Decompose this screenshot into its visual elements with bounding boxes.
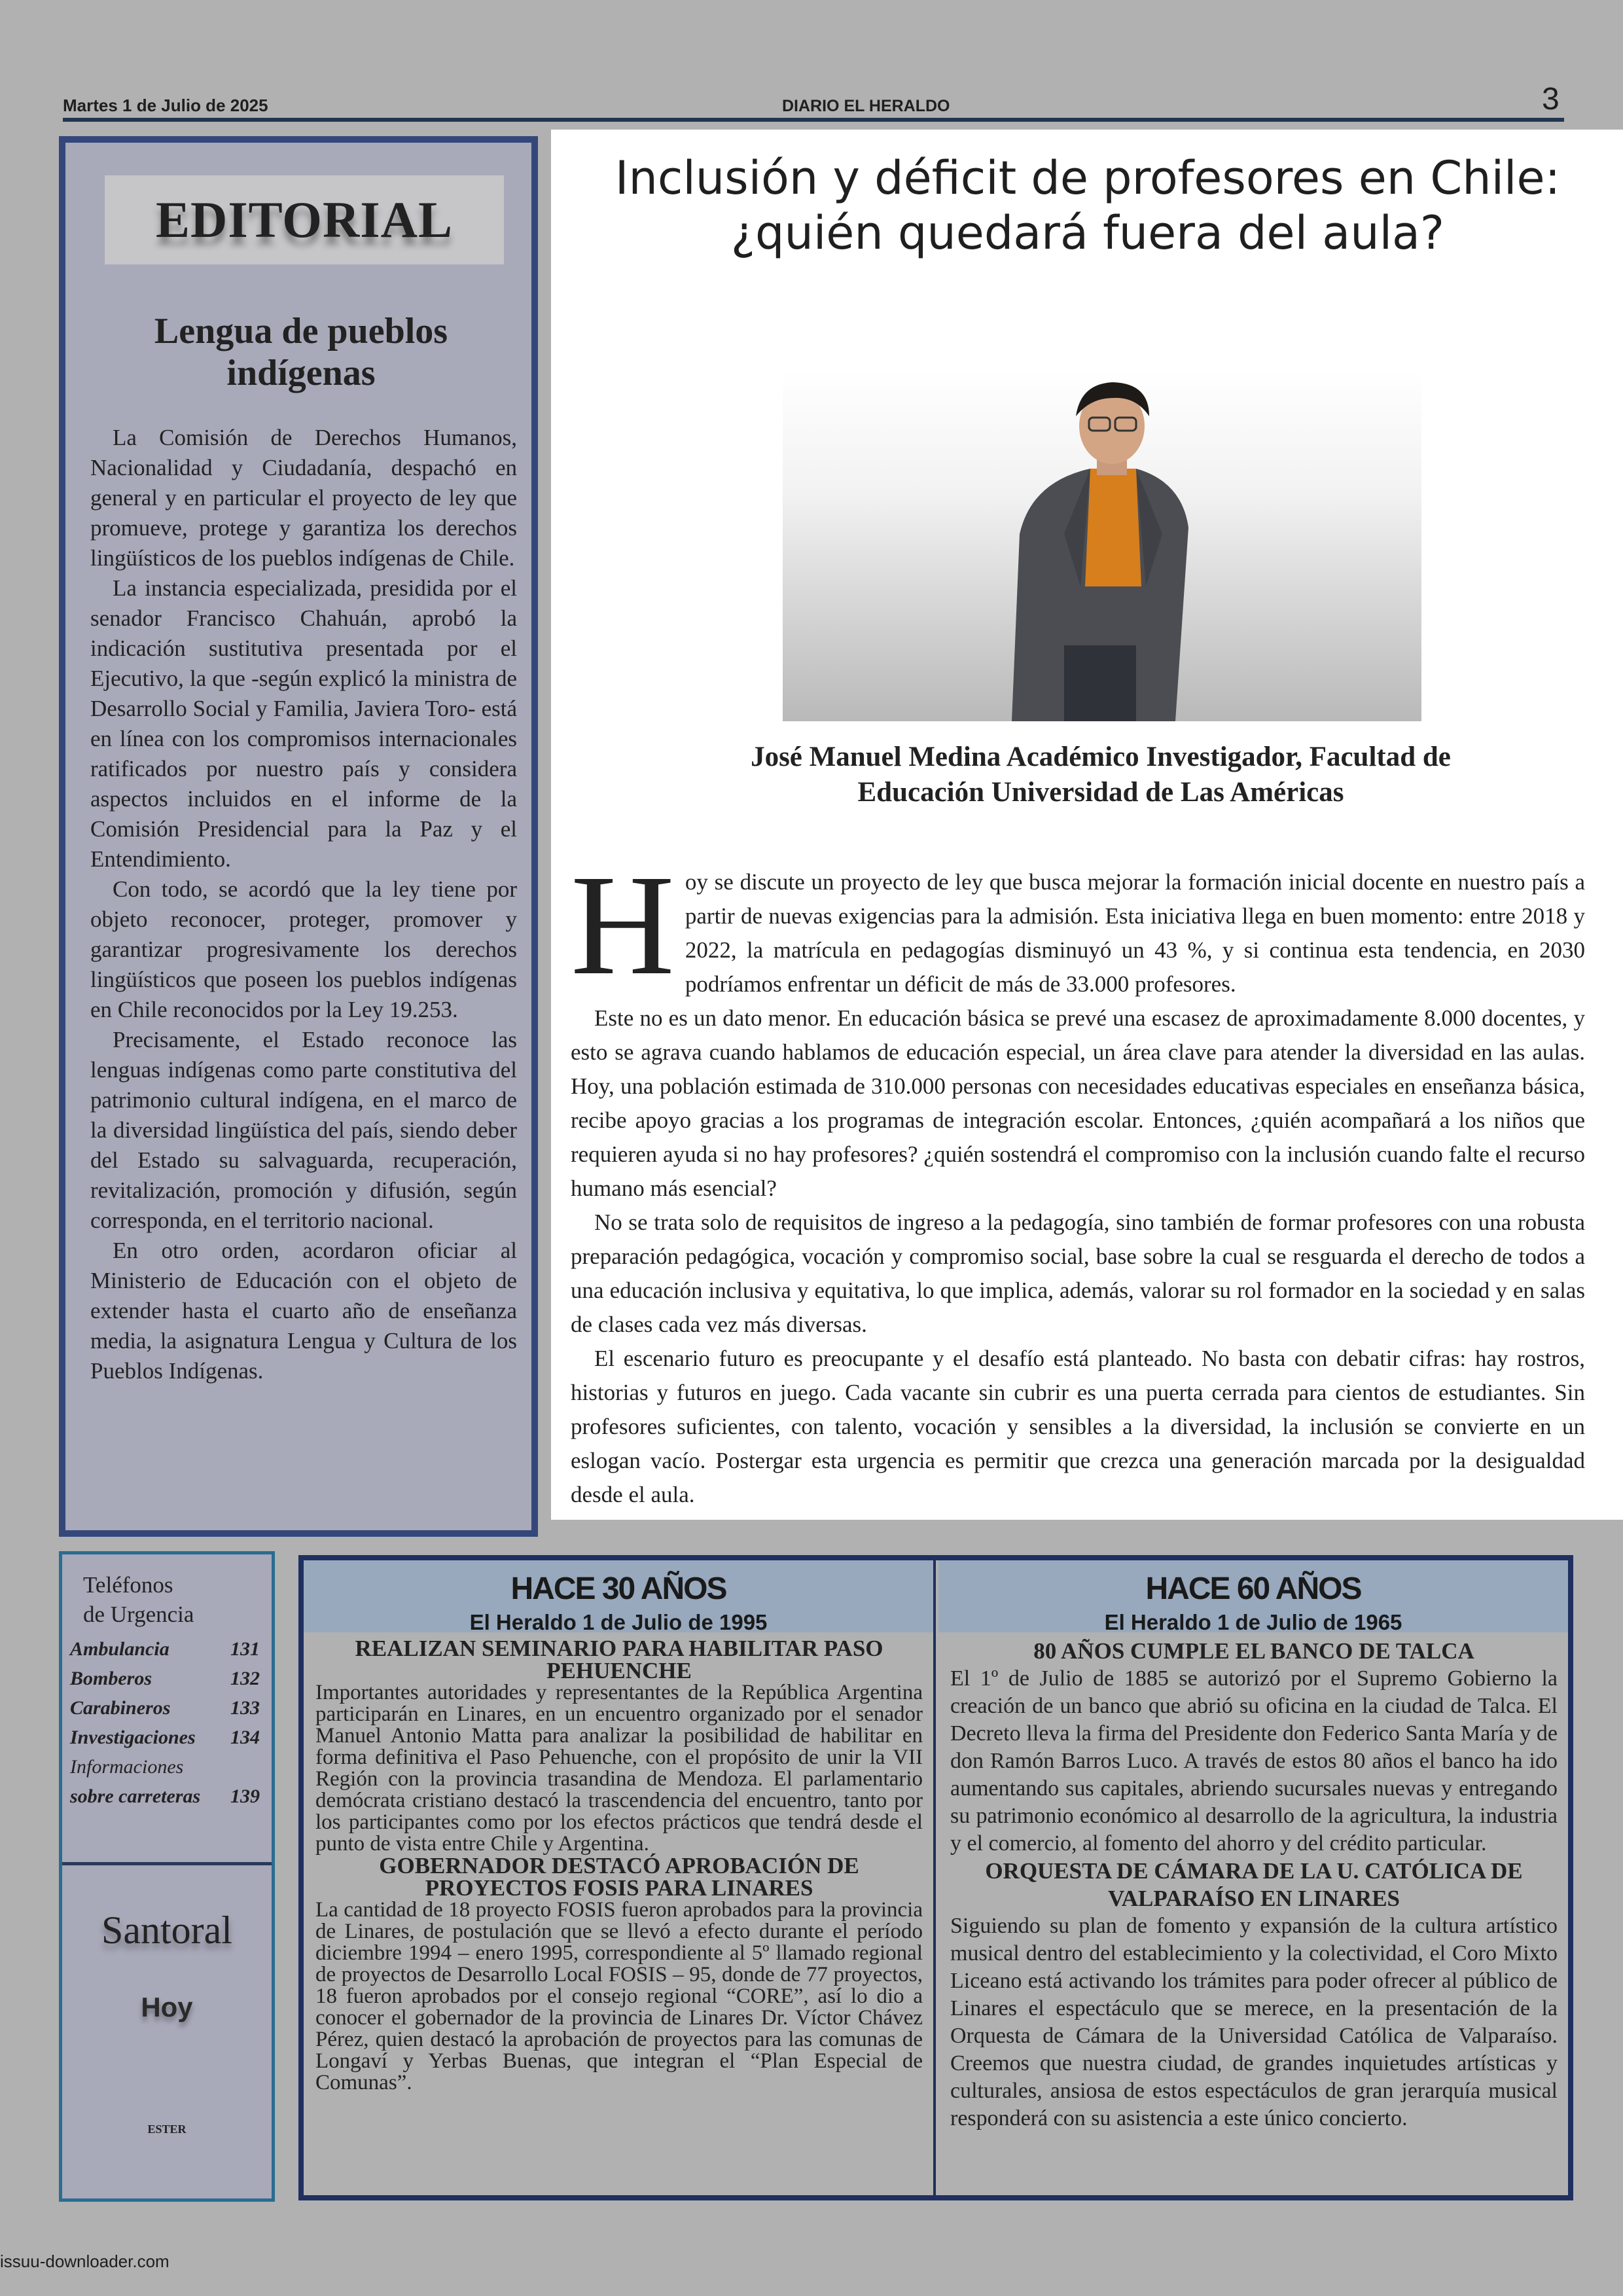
history-text [315, 1638, 923, 2094]
history-paragraph: El 1º de Julio de 1885 se autorizó por el Supremo Gobierno la creación de un banco que abrió su oficina en la ciudad de Talca. El Decreto lleva la firma del Presidente don Federico Santa María y de don Ramón Barros Luco. A través de estos 80 años el banco ha ido aumentando sus capitales, abriendo sucursales nuevas y entregando su patrimonio económico al desarrollo de la agricultura, la industria y el comercio, al fomento del ahorro y del crédito particular. [950, 1666, 1558, 1856]
history-box [298, 1555, 1573, 2200]
article-paragraph: No se trata solo de requisitos de ingreso a la pedagogía, sino también de formar profesores con una robusta preparación pedagógica, vocación y compromiso social, base sobre la cual se resguarda el derecho de todos a una educación inclusiva y equitativa, lo que implica, además, valorar su rol formador en la sociedad y en salas de clases cada vez más diversas. [571, 1210, 1585, 1337]
editorial-body [90, 423, 517, 1386]
photo-caption [636, 740, 1565, 810]
editorial-banner-text: EDITORIAL [155, 191, 454, 248]
article-paragraph: Este no es un dato menor. En educación básica se prevé una escasez de aproximadamente 8.000 docentes, y esto se agrava cuando hablamos de educación especial, un área clave para atender la diversidad en las aulas. Hoy, una población estimada de 310.000 personas con necesidades educativas especiales en enseñanza básica, recibe apoyo gracias a los programas de integración escolar. Entonces, ¿quién acompañará a los niños que requieren ayuda si no hay profesores? ¿quién sostendrá el compromiso con la inclusión cuando falte el recurso humano más esencial? [571, 1005, 1585, 1201]
history-heading: HACE 30 AÑOS [510, 1571, 726, 1606]
editorial-paragraph: Con todo, se acordó que la ley tiene por objeto reconocer, proteger, promover y garantizar progresivamente los derechos lingüísticos que poseen los pueblos indígenas en Chile reconocidos por la Ley 19.253. [90, 876, 517, 1022]
history-subheading: El Heraldo 1 de Julio de 1995 [469, 1610, 768, 1634]
phone-number: 133 [230, 1697, 260, 1719]
history-60-years [938, 1560, 1568, 2195]
author-photo [783, 370, 1421, 721]
history-paragraph: Siguiendo su plan de fomento y expansión de la cultura artístico musical dentro del establecimiento y la colectividad, el Coro Mixto Liceano está activando los trámites para poder ofrecer al público de Linares el espectáculo que se merece, en la presentación de la Orquesta de Cámara de la Universidad Católica de Valparaíso. Creemos que nuestra ciudad, de grandes inquietudes artísticas y culturales, ansiosa de estos espectáculos de gran jerarquía musical responderá con su asistencia a este único concierto. [950, 1914, 1558, 2130]
editorial-paragraph: La instancia especializada, presidida por el senador Francisco Chahuán, aprobó la indicación sustitutiva presentada por el Ejecutivo, la que -según explicó la ministra de Desarrollo Social y Familia, Javiera Toro- está en línea con los compromisos internacionales ratificados por nuestro país y considera aspectos incluidos en el informe de la Comisión Presidencial para la Paz y el Entendimiento. [90, 575, 517, 872]
emergency-phones-box [59, 1551, 275, 2202]
phone-entry [70, 1665, 260, 1695]
phone-label: Investigaciones [70, 1727, 196, 1748]
phone-label: Ambulancia [70, 1638, 169, 1660]
photo-caption-line: José Manuel Medina Académico Investigador, Facultad de [751, 742, 1451, 772]
drop-cap: H [571, 845, 675, 1005]
photo-caption-line: Educación Universidad de Las Américas [857, 777, 1344, 808]
phone-entry [70, 1636, 260, 1665]
santoral-today: Hoy [141, 1992, 193, 2022]
article-title-line: ¿quién quedará fuera del aula? [730, 206, 1445, 260]
phone-label: Informaciones [70, 1756, 184, 1778]
article-title [571, 151, 1605, 260]
history-heading: HACE 60 AÑOS [1145, 1571, 1361, 1606]
phone-entry-info [70, 1753, 260, 1783]
phones-title [83, 1570, 194, 1629]
santoral-title: Santoral [101, 1909, 232, 1952]
article-lead-text: oy se discute un proyecto de ley que busca mejorar la formación inicial docente en nuestro país a partir de nuevas exigencias para la admisión. Esta iniciativa llega en buen momento: entre 2018 y 2022, la matrícula en pedagogías disminuyó un 43 %, y si continua esta tendencia, en 2030 podríamos enfrentar un déficit de más de 33.000 profesores. [685, 869, 1585, 997]
history-30-years [304, 1560, 933, 2195]
editorial-column [59, 136, 538, 1537]
editorial-banner [105, 175, 504, 264]
article-paragraph [571, 845, 1585, 1005]
newspaper-name: DIARIO EL HERALDO [782, 97, 950, 115]
phone-entry [70, 1724, 260, 1753]
history-text [950, 1638, 1558, 2132]
phone-label: sobre carreteras [70, 1785, 201, 1807]
phone-label: Bomberos [70, 1668, 152, 1689]
history-subheading: El Heraldo 1 de Julio de 1965 [1104, 1610, 1402, 1634]
santoral-saint: ESTER [147, 2123, 187, 2136]
article-title-line: Inclusión y déficit de profesores en Chile: [615, 151, 1561, 205]
editorial-paragraph: Precisamente, el Estado reconoce las lenguas indígenas como parte constitutiva del patrimonio cultural indígena, en el marco de la diversidad lingüística del país, siendo deber del Estado su salvaguarda, recuperación, revitalización, promoción y difusión, según corresponda, en el territorio nacional. [90, 1027, 517, 1233]
editorial-paragraph: La Comisión de Derechos Humanos, Nacionalidad y Ciudadanía, despachó en general y en particular el proyecto de ley que promueve, protege y garantiza los derechos lingüísticos de los pueblos indígenas de Chile. [90, 425, 517, 571]
phone-entry [70, 1695, 260, 1724]
phone-number: 134 [230, 1727, 260, 1748]
phone-number: 132 [230, 1668, 260, 1689]
phone-label: Carabineros [70, 1697, 171, 1719]
editorial-paragraph: En otro orden, acordaron oficiar al Ministerio de Educación con el objeto de extender hasta el cuarto año de enseñanza media, la asignatura Lengua y Cultura de los Pueblos Indígenas. [90, 1238, 517, 1384]
editorial-title: Lengua de pueblos indígenas [154, 311, 448, 393]
phones-title-line: de Urgencia [83, 1602, 194, 1627]
page-number: 3 [1542, 82, 1560, 117]
history-headline: ORQUESTA DE CÁMARA DE LA U. CATÓLICA DE VALPARAÍSO EN LINARES [985, 1858, 1523, 1911]
history-headline: REALIZAN SEMINARIO PARA HABILITAR PASO PEHUENCHE [355, 1636, 883, 1683]
phones-divider [62, 1862, 272, 1865]
phone-entry [70, 1783, 260, 1812]
phone-list [70, 1636, 260, 1812]
main-article [551, 130, 1623, 1520]
history-headline: GOBERNADOR DESTACÓ APROBACIÓN DE PROYECTOS FOSIS PARA LINARES [379, 1853, 859, 1901]
history-paragraph: Importantes autoridades y representantes de la República Argentina participarán en Linares, en un encuentro organizado por el senador Manuel Antonio Matta para analizar la posibilidad de habilitar en forma definitiva el Paso Pehuenche, con el propósito de unir la VII Región con la provincia trasandina de Mendoza. El parlamentario demócrata cristiano destacó la trascendencia del encuentro, tanto por los participantes como por los efectos prácticos que tendrá desde el punto de vista entre Chile y Argentina. [315, 1681, 923, 1856]
header-rule [63, 118, 1564, 122]
article-body [571, 845, 1585, 1512]
issue-date: Martes 1 de Julio de 2025 [63, 96, 268, 115]
phone-number: 139 [230, 1785, 260, 1807]
history-paragraph: La cantidad de 18 proyecto FOSIS fueron aprobados para la provincia de Linares, de postulación que se llevó a efecto durante el período diciembre 1994 – enero 1995, correspondiente al 5º llamado regional de proyectos de Desarrollo Local FOSIS – 95, donde de 77 proyectos, 18 fueron aprobados por el consejo regional “CORE”, así lo dio a conocer el gobernador de la provincia de Linares Dr. Víctor Chávez Pérez, quien destacó la aprobación de proyectos para las comunas de Longaví y Yerbas Buenas, que integran el “Plan Especial de Comunas”. [315, 1898, 923, 2094]
history-divider [933, 1560, 936, 2195]
watermark-source: issuu-downloader.com [0, 2251, 169, 2271]
history-headline: 80 AÑOS CUMPLE EL BANCO DE TALCA [1033, 1638, 1474, 1664]
phone-number: 131 [230, 1638, 260, 1660]
phones-title-line: Teléfonos [83, 1572, 173, 1598]
article-paragraph: El escenario futuro es preocupante y el desafío está planteado. No basta con debatir cifras: hay rostros, historias y futuros en juego. Cada vacante sin cubrir es una puerta cerrada para cientos de estudiantes. Sin profesores suficientes, con talento, vocación y sensibles a la diversidad, la inclusión se convierte en un eslogan vacío. Postergar esta urgencia es permitir que crezca una generación marcada por la desigualdad desde el aula. [571, 1346, 1585, 1507]
